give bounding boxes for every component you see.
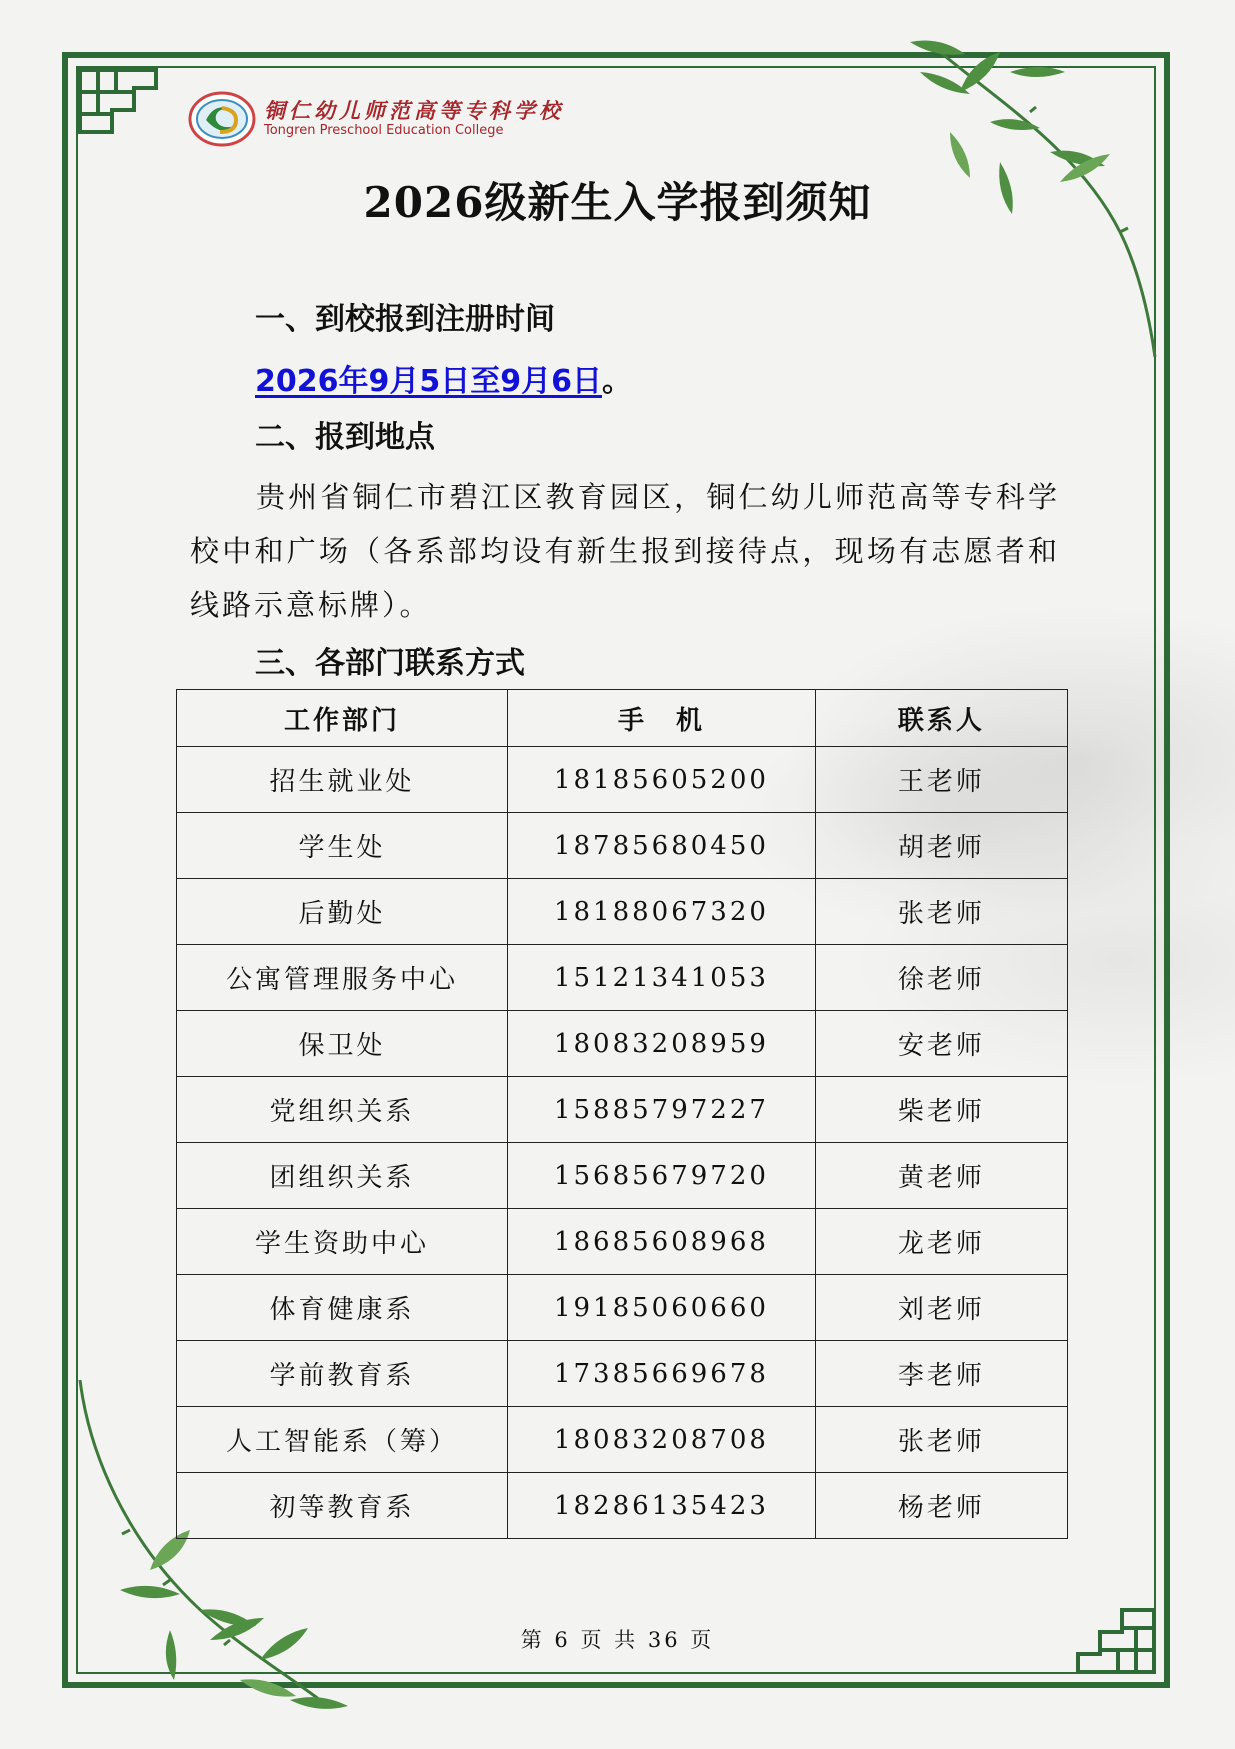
cell-phone: 15885797227 (508, 1077, 816, 1143)
table-row (177, 747, 1068, 813)
page-title: 2026级新生入学报到须知 (363, 178, 872, 227)
cell-contact: 徐老师 (815, 945, 1067, 1011)
cell-contact: 杨老师 (815, 1473, 1067, 1539)
header-phone: 手 机 (508, 690, 816, 747)
cell-contact: 张老师 (815, 879, 1067, 945)
header-contact: 联系人 (815, 690, 1067, 747)
cell-department: 党组织关系 (177, 1077, 508, 1143)
section-heading-time: 一、到校报到注册时间 (255, 302, 555, 337)
page-number-mid: 页 共 (580, 1628, 639, 1652)
table-row (177, 1473, 1068, 1539)
cell-contact: 王老师 (815, 747, 1067, 813)
cell-department: 人工智能系（筹） (177, 1407, 508, 1473)
corner-ornament-top-left (76, 66, 160, 136)
cell-phone: 18185605200 (508, 747, 816, 813)
cell-phone: 17385669678 (508, 1341, 816, 1407)
school-logo (188, 90, 578, 148)
cell-department: 团组织关系 (177, 1143, 508, 1209)
page-number (0, 1624, 1235, 1654)
cell-department: 公寓管理服务中心 (177, 945, 508, 1011)
contacts-table (176, 689, 1068, 1539)
table-row (177, 945, 1068, 1011)
cell-contact: 李老师 (815, 1341, 1067, 1407)
table-row (177, 1077, 1068, 1143)
table-row (177, 1011, 1068, 1077)
cell-phone: 18685608968 (508, 1209, 816, 1275)
location-paragraph: 贵州省铜仁市碧江区教育园区，铜仁幼儿师范高等专科学校中和广场（各系部均设有新生报到接待点，现场有志愿者和线路示意标牌）。 (190, 480, 1060, 622)
table-row (177, 1209, 1068, 1275)
cell-phone: 18188067320 (508, 879, 816, 945)
cell-department: 招生就业处 (177, 747, 508, 813)
cell-phone: 18083208959 (508, 1011, 816, 1077)
cell-department: 体育健康系 (177, 1275, 508, 1341)
table-row (177, 1143, 1068, 1209)
table-row (177, 1407, 1068, 1473)
registration-date-link[interactable]: 2026年9月5日至9月6日 (255, 364, 602, 399)
table-row (177, 813, 1068, 879)
school-name-cn: 铜仁幼儿师范高等专科学校 (264, 98, 564, 123)
cell-contact: 安老师 (815, 1011, 1067, 1077)
cell-department: 学生资助中心 (177, 1209, 508, 1275)
page-number-current: 6 (554, 1628, 571, 1652)
cell-department: 保卫处 (177, 1011, 508, 1077)
cell-department: 学生处 (177, 813, 508, 879)
cell-phone: 18286135423 (508, 1473, 816, 1539)
cell-contact: 张老师 (815, 1407, 1067, 1473)
cell-phone: 18083208708 (508, 1407, 816, 1473)
cell-department: 后勤处 (177, 879, 508, 945)
header-department: 工作部门 (177, 690, 508, 747)
cell-contact: 龙老师 (815, 1209, 1067, 1275)
cell-contact: 刘老师 (815, 1275, 1067, 1341)
registration-date-period: 。 (602, 364, 632, 399)
school-emblem-icon (188, 90, 256, 148)
cell-phone: 19185060660 (508, 1275, 816, 1341)
table-row (177, 1275, 1068, 1341)
cell-department: 学前教育系 (177, 1341, 508, 1407)
page-number-suffix: 页 (690, 1628, 715, 1652)
cell-department: 初等教育系 (177, 1473, 508, 1539)
cell-phone: 18785680450 (508, 813, 816, 879)
school-name-en: Tongren Preschool Education College (264, 123, 504, 138)
table-header-row (177, 690, 1068, 747)
cell-phone: 15685679720 (508, 1143, 816, 1209)
section-heading-contacts: 三、各部门联系方式 (255, 646, 525, 681)
cell-contact: 胡老师 (815, 813, 1067, 879)
registration-date (255, 356, 632, 400)
table-row (177, 879, 1068, 945)
page-number-prefix: 第 (520, 1628, 545, 1652)
cell-contact: 黄老师 (815, 1143, 1067, 1209)
section-heading-location: 二、报到地点 (255, 420, 435, 455)
table-row (177, 1341, 1068, 1407)
page-number-total: 36 (647, 1628, 681, 1652)
cell-contact: 柴老师 (815, 1077, 1067, 1143)
cell-phone: 15121341053 (508, 945, 816, 1011)
